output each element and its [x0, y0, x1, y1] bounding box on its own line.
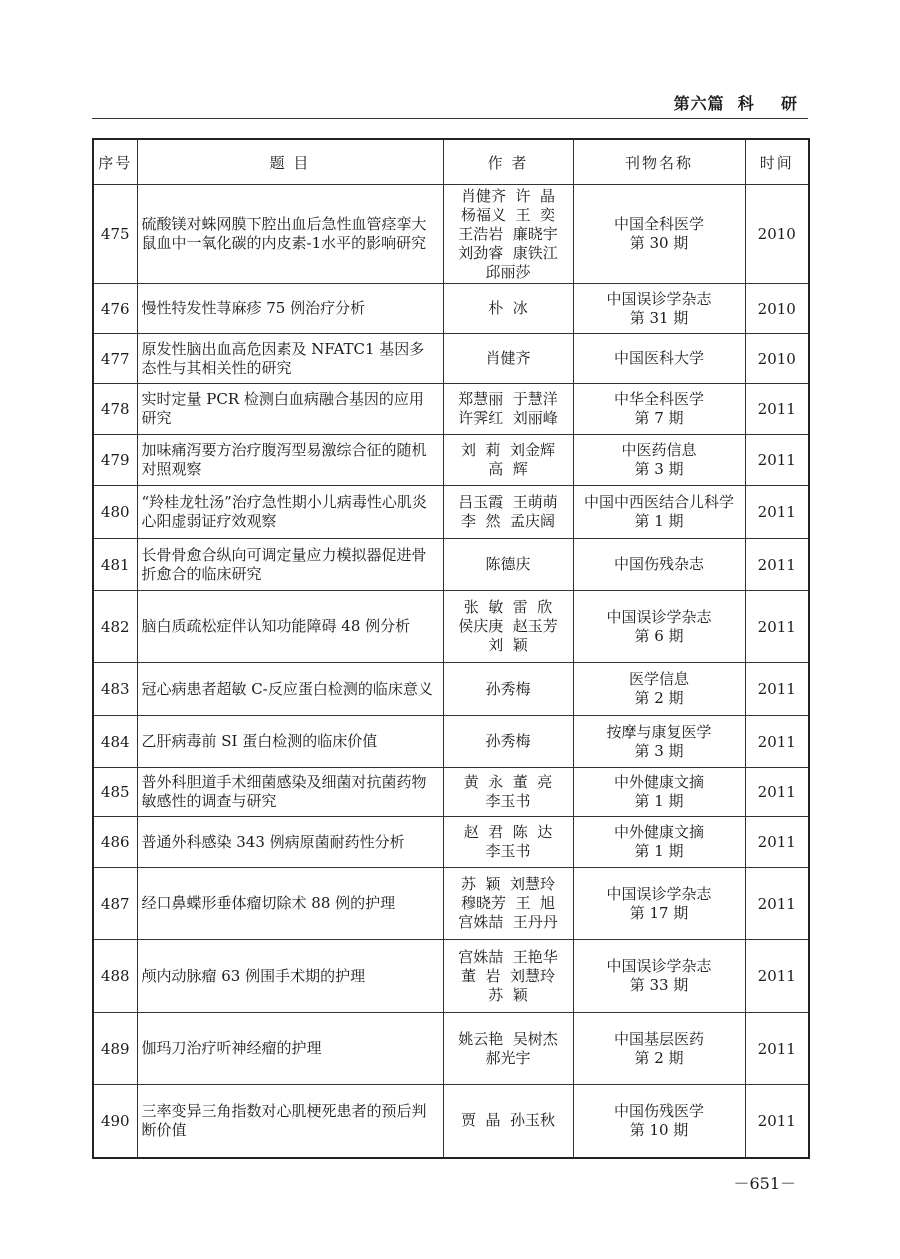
paper-title: 慢性特发性荨麻疹 75 例治疗分析 — [137, 284, 443, 334]
table-row — [93, 1013, 809, 1085]
publication-year: 2011 — [745, 1085, 809, 1158]
publication-year: 2011 — [745, 435, 809, 486]
author-line: 赵 君 陈 达 — [463, 823, 553, 841]
row-number: 480 — [93, 486, 137, 539]
journal-name — [573, 1085, 745, 1158]
paper-title: “羚桂龙牡汤”治疗急性期小儿病毒性心肌炎心阳虚弱证疗效观察 — [137, 486, 443, 539]
row-number: 490 — [93, 1085, 137, 1158]
journal-name — [573, 384, 745, 435]
publication-year: 2011 — [745, 940, 809, 1013]
column-header-no: 序号 — [93, 139, 137, 185]
author-line: 刘 颖 — [488, 636, 528, 654]
table-row — [93, 435, 809, 486]
row-number: 486 — [93, 817, 137, 868]
table-row — [93, 591, 809, 663]
journal-name — [573, 868, 745, 940]
publication-year: 2011 — [745, 591, 809, 663]
table-row — [93, 868, 809, 940]
journal-line: 第 6 期 — [634, 626, 684, 645]
author-line: 张 敏 雷 欣 — [463, 598, 553, 616]
paper-title: 脑白质疏松症伴认知功能障碍 48 例分析 — [137, 591, 443, 663]
author-list — [443, 868, 573, 940]
journal-name — [573, 768, 745, 817]
paper-title: 普通外科感染 343 例病原菌耐药性分析 — [137, 817, 443, 868]
journal-line: 按摩与康复医学 — [606, 722, 712, 741]
journal-line: 中国全科医学 — [613, 215, 704, 233]
journal-line: 中国基层医药 — [613, 1029, 704, 1048]
row-number: 478 — [93, 384, 137, 435]
journal-line: 中国误诊学杂志 — [606, 957, 712, 975]
journal-line: 中医药信息 — [621, 441, 697, 459]
author-line: 肖健齐 许 晶 — [460, 186, 556, 205]
publication-year: 2011 — [745, 868, 809, 940]
author-line: 侯庆庚 赵玉芳 — [458, 617, 558, 635]
row-number: 488 — [93, 940, 137, 1013]
journal-line: 第 7 期 — [634, 409, 684, 427]
table-row — [93, 384, 809, 435]
journal-line: 第 10 期 — [629, 1120, 689, 1139]
author-line: 黄 永 董 亮 — [463, 773, 553, 791]
journal-line: 第 1 期 — [634, 842, 684, 860]
journal-name — [573, 185, 745, 284]
author-line: 朴 冰 — [488, 299, 528, 317]
author-list — [443, 539, 573, 591]
table-row — [93, 716, 809, 768]
journal-name — [573, 539, 745, 591]
author-line: 许霁红 刘丽峰 — [458, 409, 558, 427]
author-list — [443, 334, 573, 384]
author-line: 孙秀梅 — [485, 732, 531, 750]
author-list — [443, 768, 573, 817]
paper-title: 硫酸镁对蛛网膜下腔出血后急性血管痉挛大鼠血中一氧化碳的内皮素-1水平的影响研究 — [137, 185, 443, 284]
journal-line: 第 33 期 — [629, 976, 689, 994]
publications-table — [92, 138, 810, 1159]
author-list — [443, 940, 573, 1013]
paper-title: 长骨骨愈合纵向可调定量应力模拟器促进骨折愈合的临床研究 — [137, 539, 443, 591]
table-row — [93, 334, 809, 384]
publication-year: 2011 — [745, 663, 809, 716]
author-line: 姚云艳 吴树杰 — [458, 1029, 558, 1048]
author-line: 王浩岩 廉晓宇 — [458, 224, 558, 243]
author-line: 李玉书 — [485, 792, 531, 810]
author-list — [443, 384, 573, 435]
journal-line: 中外健康文摘 — [613, 823, 704, 841]
author-line: 邱丽莎 — [485, 262, 531, 281]
journal-line: 第 1 期 — [634, 512, 684, 530]
author-line: 郝光宇 — [485, 1048, 531, 1067]
author-list — [443, 817, 573, 868]
author-list — [443, 716, 573, 768]
author-line: 宫姝喆 王艳华 — [458, 947, 558, 966]
journal-line: 第 3 期 — [634, 460, 684, 478]
paper-title: 冠心病患者超敏 C-反应蛋白检测的临床意义 — [137, 663, 443, 716]
publication-year: 2011 — [745, 1013, 809, 1085]
author-line: 贾 晶 孙玉秋 — [460, 1111, 556, 1130]
row-number: 476 — [93, 284, 137, 334]
author-list — [443, 663, 573, 716]
journal-name — [573, 486, 745, 539]
journal-line: 第 2 期 — [634, 1048, 684, 1067]
author-line: 刘劲睿 康铁江 — [458, 243, 558, 262]
journal-line: 第 31 期 — [629, 308, 689, 327]
paper-title: 伽玛刀治疗听神经瘤的护理 — [137, 1013, 443, 1085]
row-number: 483 — [93, 663, 137, 716]
table-row — [93, 486, 809, 539]
paper-title: 经口鼻蝶形垂体瘤切除术 88 例的护理 — [137, 868, 443, 940]
journal-line: 中外健康文摘 — [613, 773, 704, 791]
table-row — [93, 284, 809, 334]
author-line: 吕玉霞 王萌萌 — [458, 493, 558, 511]
journal-name — [573, 284, 745, 334]
journal-name — [573, 716, 745, 768]
journal-line: 第 3 期 — [634, 741, 684, 760]
author-line: 刘 莉 刘金辉 — [460, 441, 556, 459]
author-line: 苏 颖 — [488, 985, 528, 1004]
row-number: 479 — [93, 435, 137, 486]
paper-title: 颅内动脉瘤 63 例围手术期的护理 — [137, 940, 443, 1013]
row-number: 487 — [93, 868, 137, 940]
author-line: 李玉书 — [485, 842, 531, 860]
journal-line: 中国误诊学杂志 — [606, 884, 712, 903]
journal-name — [573, 591, 745, 663]
publication-year: 2011 — [745, 539, 809, 591]
author-list — [443, 486, 573, 539]
section-title: 第六篇 科 研 — [673, 94, 798, 113]
column-header-title: 题 目 — [137, 139, 443, 185]
publication-year: 2010 — [745, 334, 809, 384]
journal-line: 中国误诊学杂志 — [606, 289, 712, 308]
journal-line: 医学信息 — [628, 670, 689, 688]
author-line: 董 岩 刘慧玲 — [460, 966, 556, 985]
column-header-authors: 作 者 — [443, 139, 573, 185]
journal-line: 第 1 期 — [634, 792, 684, 810]
paper-title: 加味痛泻要方治疗腹泻型易激综合征的随机对照观察 — [137, 435, 443, 486]
table-row — [93, 1085, 809, 1158]
publication-year: 2011 — [745, 486, 809, 539]
journal-line: 第 30 期 — [629, 234, 689, 252]
journal-name — [573, 435, 745, 486]
paper-title: 三率变异三角指数对心肌梗死患者的预后判断价值 — [137, 1085, 443, 1158]
paper-title: 实时定量 PCR 检测白血病融合基因的应用研究 — [137, 384, 443, 435]
author-line: 李 然 孟庆阔 — [460, 512, 556, 530]
author-list — [443, 1013, 573, 1085]
author-line: 杨福义 王 奕 — [460, 205, 556, 224]
journal-name — [573, 940, 745, 1013]
row-number: 485 — [93, 768, 137, 817]
table-row — [93, 817, 809, 868]
journal-line: 中国误诊学杂志 — [606, 607, 712, 626]
publication-year: 2010 — [745, 185, 809, 284]
table-row — [93, 185, 809, 284]
publication-year: 2011 — [745, 716, 809, 768]
author-line: 孙秀梅 — [485, 679, 531, 698]
paper-title: 乙肝病毒前 SI 蛋白检测的临床价值 — [137, 716, 443, 768]
author-line: 郑慧丽 于慧洋 — [458, 390, 558, 408]
publication-year: 2011 — [745, 817, 809, 868]
journal-line: 中国中西医结合儿科学 — [583, 493, 734, 511]
journal-line: 中国医科大学 — [613, 349, 704, 367]
author-list — [443, 185, 573, 284]
author-list — [443, 591, 573, 663]
journal-name — [573, 817, 745, 868]
author-list — [443, 1085, 573, 1158]
table-row — [93, 663, 809, 716]
author-list — [443, 284, 573, 334]
journal-name — [573, 663, 745, 716]
publication-year: 2010 — [745, 284, 809, 334]
journal-line: 中国伤残杂志 — [613, 555, 704, 573]
author-line: 陈德庆 — [485, 555, 531, 573]
journal-name — [573, 334, 745, 384]
table-row — [93, 539, 809, 591]
journal-name — [573, 1013, 745, 1085]
author-line: 苏 颖 刘慧玲 — [460, 875, 556, 893]
column-header-year: 时间 — [745, 139, 809, 185]
author-list — [443, 435, 573, 486]
row-number: 482 — [93, 591, 137, 663]
author-line: 穆晓芳 王 旭 — [460, 894, 556, 912]
table-row — [93, 940, 809, 1013]
table-row — [93, 768, 809, 817]
header-rule — [92, 118, 808, 119]
row-number: 481 — [93, 539, 137, 591]
publication-year: 2011 — [745, 768, 809, 817]
publication-year: 2011 — [745, 384, 809, 435]
journal-line: 中国伤残医学 — [613, 1101, 704, 1120]
author-line: 宫姝喆 王丹丹 — [458, 913, 558, 931]
paper-title: 普外科胆道手术细菌感染及细菌对抗菌药物敏感性的调查与研究 — [137, 768, 443, 817]
page-number: －651－ — [733, 1174, 796, 1193]
column-header-journal: 刊物名称 — [573, 139, 745, 185]
journal-line: 第 17 期 — [629, 903, 689, 922]
journal-line: 第 2 期 — [634, 689, 684, 707]
paper-title: 原发性脑出血高危因素及 NFATC1 基因多态性与其相关性的研究 — [137, 334, 443, 384]
author-line: 高 辉 — [488, 460, 528, 478]
author-line: 肖健齐 — [485, 349, 531, 367]
table-header-row — [93, 139, 809, 185]
row-number: 489 — [93, 1013, 137, 1085]
journal-line: 中华全科医学 — [613, 390, 704, 408]
row-number: 477 — [93, 334, 137, 384]
row-number: 484 — [93, 716, 137, 768]
row-number: 475 — [93, 185, 137, 284]
